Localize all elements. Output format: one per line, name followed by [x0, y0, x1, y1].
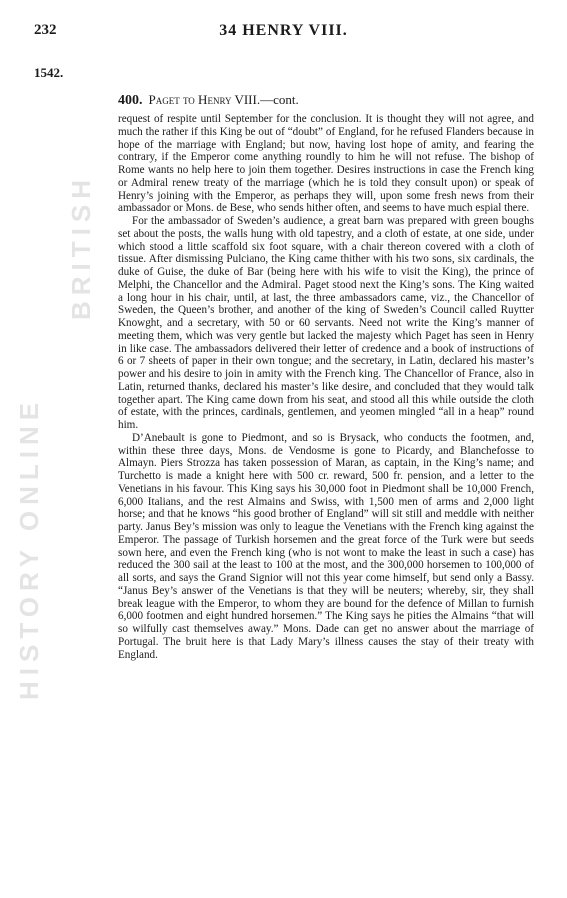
page-header	[0, 22, 567, 42]
watermark: BRITISH	[66, 174, 96, 320]
paragraph: For the ambassador of Sweden’s audience, a great barn was prepared with green boughs set about the posts, the walls hung with old tapestry, and a cloth of estate, at one side, under which stood a little scaffold six foot square, with a chair thereon covered with a cloth of tissue. After dismissing Pulciano, the King came thither with his two sons, six cardinals, the duke of Guise, the duke of Bar (being here with his wife to visit the King), the prince of Melphi, the Chancellor and the Admiral. Paget stood next the King’s sons. The King waited a long hour in his chair, until, at last, the three ambassadors came, viz., the Chancellor of Sweden, the Queen’s brother, and another of the king of Sweden’s Council called Ruytter Knowght, and a secretary, with 50 or 60 servants. Need not write the King’s manner of meeting them, which was very gentle but lacked the majesty which Paget has seen in Henry in like case. The ambassadors delivered their letter of credence and a book of instructions of 6 or 7 sheets of paper in their own tongue; and the secretary, in Latin, declared his master’s power and his desire to join in amity with the French king. The Chancellor of France, also in Latin, returned thanks, declared his master’s like desire, and concluded that they would talk together apart. The King came down from his seat, and stood all this while outside the cloth of estate, with the princes, cardinals, gentlemen, and yeomen mingled “all in a heap” round him.	[118, 215, 534, 431]
paragraph: D’Anebault is gone to Piedmont, and so is Brysack, who conducts the footmen, and, within these three days, Mons. de Vendosme is gone to Picardy, and Blanchefosse to Almayn. Piers Strozza has taken possession of Maran, as captain, in the King’s name; and Turchetto is made a knight here with 500 cr. reward, 500 fr. pension, and a letter to the Venetians in his favour. This King says his 30,000 foot in Piedmont shall be 10,000 French, 6,000 Italians, and the rest Almains and Swiss, with 1,500 men of arms and 2,000 light horse; and that he knows “his good brother of England” will sit still and meddle with neither party. Janus Bey’s mission was only to league the Venetians with the French king against the Emperor. The passage of Turkish horsemen and the great force of the Turk were but seeds sown here, and even the French king (who is not wont to make the least in such a case) has reduced the 300 sail at the least to 100 at the most, and the 300,000 horsemen to 100,000 of all sorts, and says the Grand Signior will not this year come himself, but send only a Bassy. “Janus Bey’s answer of the Venetians is that they will be neuters; whereby, sir, they shall break league with the Emperor, to whom they are bound for the defence of Millan to furnish 6,000 footmen and eight hundred horsemen.” The King says he pities the Almains “that will so wilfully cast themselves away.” Mons. Dade can get no answer about the marriage of Portugal. The bruit here is that Lady Mary’s illness causes the stay of their treaty with England.	[118, 431, 534, 661]
entry-body	[118, 113, 534, 661]
year-marker: 1542.	[34, 65, 64, 80]
entry-number: 400.	[118, 93, 143, 108]
paragraph: request of respite until September for the conclusion. It is thought they will not agree, and much the rather if this King be out of “doubt” of England, for he refused Flanders because in hope of the marriage with England; but now, having lost hope of amity, and fearing the contrary, if the Emperor come anything roundly to him he will not refuse. The bishop of Rome wants no help here to join them together. Desires instructions in case the French king or Admiral renew treaty of the marriage (which he is told they consult upon) or speak of Henry’s joining with the Emperor, as perhaps they will, upon some fresh news from their ambassador or Mons. de Bese, who sends hither often, and seems to have much espial there.	[118, 113, 534, 215]
entry-heading	[118, 92, 299, 109]
entry-title: Paget to Henry VIII.	[148, 92, 261, 107]
entry-suffix: —cont.	[260, 92, 299, 107]
page-number: 232	[34, 22, 57, 38]
running-head: 34 HENRY VIII.	[219, 22, 348, 39]
watermark: HISTORY ONLINE	[14, 396, 44, 700]
